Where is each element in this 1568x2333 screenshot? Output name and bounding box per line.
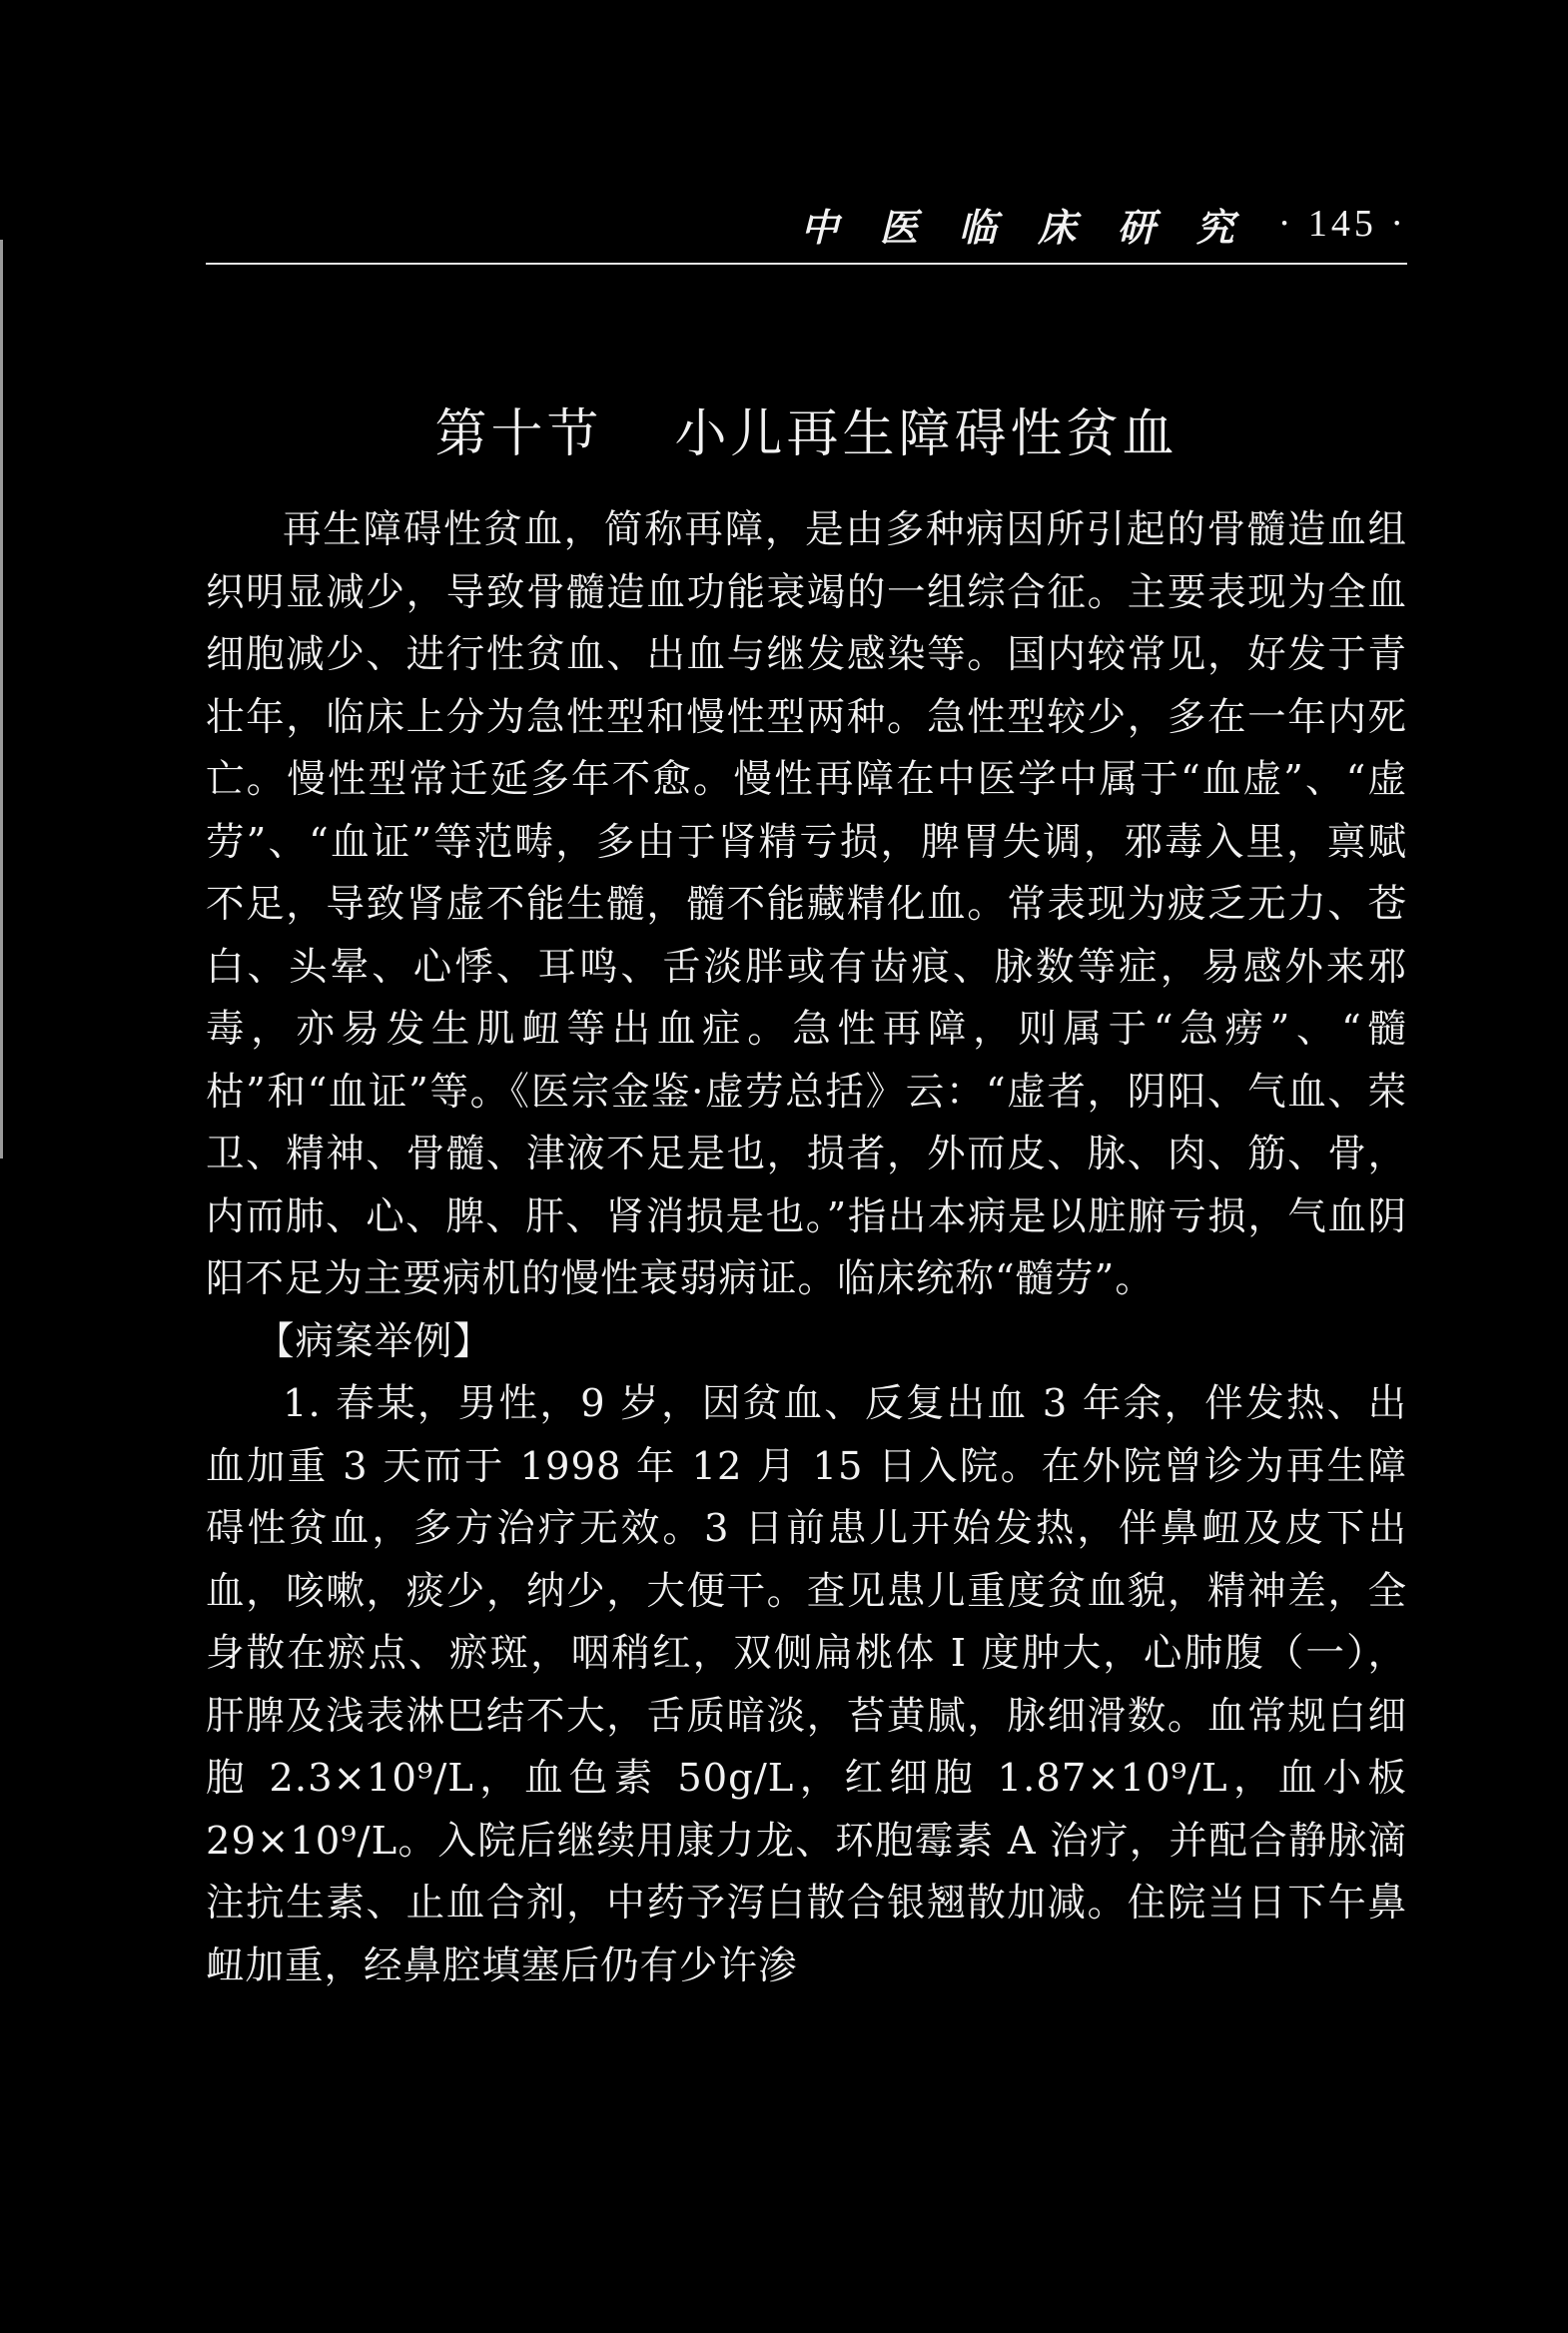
journal-title: 中 医 临 床 研 究 <box>800 204 1248 250</box>
case-heading: 【病案举例】 <box>256 1318 493 1364</box>
body-text <box>206 499 1407 1997</box>
case-paragraph: 1. 春某，男性，9 岁，因贫血、反复出血 3 年余，伴发热、出血加重 3 天而于 1998 年 12 月 15 日入院。在外院曾诊为再生障碍性贫血，多方治疗无效。3 日前患儿开始发热，伴鼻衄及皮下出血，咳嗽，痰少，纳少，大便干。查见患儿重度贫血貌，精神差，全身散在瘀点、瘀斑，咽稍红，双侧扁桃体 I 度肿大，心肺腹（一），肝脾及浅表淋巴结不大，舌质暗淡，苔黄腻，脉细滑数。血常规白细胞 2.3×10⁹/L，血色素 50g/L，红细胞 1.87×10⁹/L，血小板 29×10⁹/L。入院后继续用康力龙、环胞霉素 A 治疗，并配合静脉滴注抗生素、止血合剂，中药予泻白散合银翘散加减。住院当日下午鼻衄加重，经鼻腔填塞后仍有少许渗 <box>206 1381 1407 1988</box>
intro-paragraph: 再生障碍性贫血，简称再障，是由多种病因所引起的骨髓造血组织明显减少，导致骨髓造血功能衰竭的一组综合征。主要表现为全血细胞减少、进行性贫血、出血与继发感染等。国内较常见，好发于青壮年，临床上分为急性型和慢性型两种。急性型较少，多在一年内死亡。慢性型常迁延多年不愈。慢性再障在中医学中属于“血虚”、“虚劳”、“血证”等范畴，多由于肾精亏损，脾胃失调，邪毒入里，禀赋不足，导致肾虚不能生髓，髓不能藏精化血。常表现为疲乏无力、苍白、头晕、心悸、耳鸣、舌淡胖或有齿痕、脉数等症，易感外来邪毒，亦易发生肌衄等出血症。急性再障，则属于“急痨”、“髓枯”和“血证”等。《医宗金鉴·虚劳总括》云：“虚者，阴阳、气血、荣卫、精神、骨髓、津液不足是也，损者，外而皮、脉、肉、筋、骨，内而肺、心、脾、肝、肾消损是也。”指出本病是以脏腑亏损，气血阴阳不足为主要病机的慢性衰弱病证。临床统称“髓劳”。 <box>206 507 1407 1301</box>
page-number: · 145 · <box>1277 203 1407 245</box>
section-name: 小儿再生障碍性贫血 <box>674 404 1178 464</box>
header-rule <box>206 263 1407 265</box>
page-edge-line <box>0 240 3 1159</box>
running-head <box>206 196 1407 252</box>
section-title <box>206 391 1407 471</box>
section-number: 第十节 <box>434 404 603 464</box>
